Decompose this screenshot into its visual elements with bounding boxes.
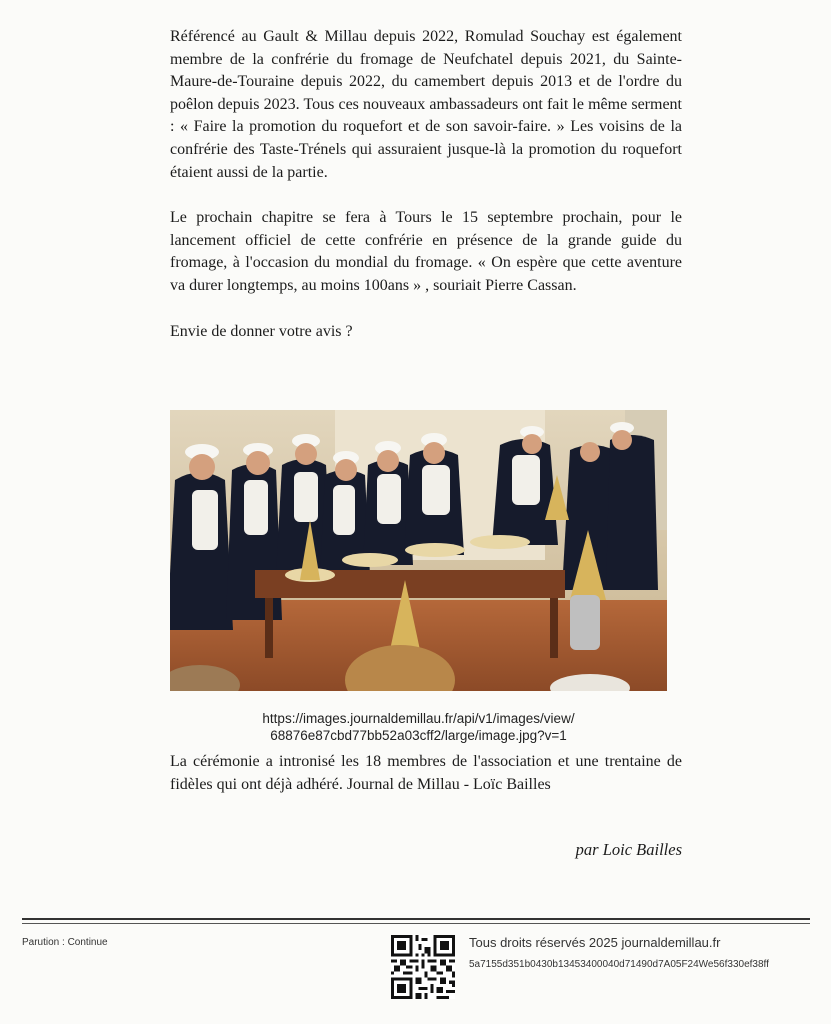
parution-label: Parution : Continue [22, 937, 108, 948]
author-byline: par Loic Bailles [575, 840, 682, 859]
photo-caption: La cérémonie a intronisé les 18 membres de l'association et une trentaine de fidèles qui ont déjà adhéré. Journal de Millau - Loïc Bailles [170, 753, 682, 793]
article-paragraph-1: Référencé au Gault & Millau depuis 2022, Romulad Souchay est également membre de la confrérie du fromage de Neufchatel depuis 2021, du Sainte-Maure-de-Touraine depuis 2022, du camembert depuis 2013 et de l'ordre du poêlon depuis 2023. Tous ces nouveaux ambassadeurs ont fait le même serment : « Faire la promotion du roquefort et de son savoir-faire. » Les voisins de la confrérie des Taste-Trénels qui assuraient jusque-là la promotion du roquefort étaient aussi de la partie. [170, 28, 682, 181]
footer-divider-thin [22, 923, 810, 924]
article-paragraph-3: Envie de donner votre avis ? [170, 322, 353, 340]
ceremony-photo-illustration [170, 410, 667, 691]
article-photo [170, 410, 667, 691]
footer-divider [22, 918, 810, 920]
image-source-url [170, 710, 667, 744]
copyright-notice: Tous droits réservés 2025 journaldemillau.fr [469, 935, 721, 950]
qr-code [391, 935, 455, 999]
image-url-line-2: 68876e87cbd77bb52a03cff2/large/image.jpg?v=1 [270, 728, 567, 743]
article-body [170, 26, 682, 366]
document-hash: 5a7155d351b0430b13453400040d71490d7A05F24We56f330ef38ff [469, 959, 769, 970]
image-url-line-1: https://images.journaldemillau.fr/api/v1/images/view/ [262, 711, 575, 726]
article-paragraph-2: Le prochain chapitre se fera à Tours le 15 septembre prochain, pour le lancement officiel de cette confrérie en présence de la grande guide du fromage, à l'occasion du mondial du fromage. « On espère que cette aventure va durer longtemps, au moins 100ans » , souriait Pierre Cassan. [170, 209, 682, 294]
